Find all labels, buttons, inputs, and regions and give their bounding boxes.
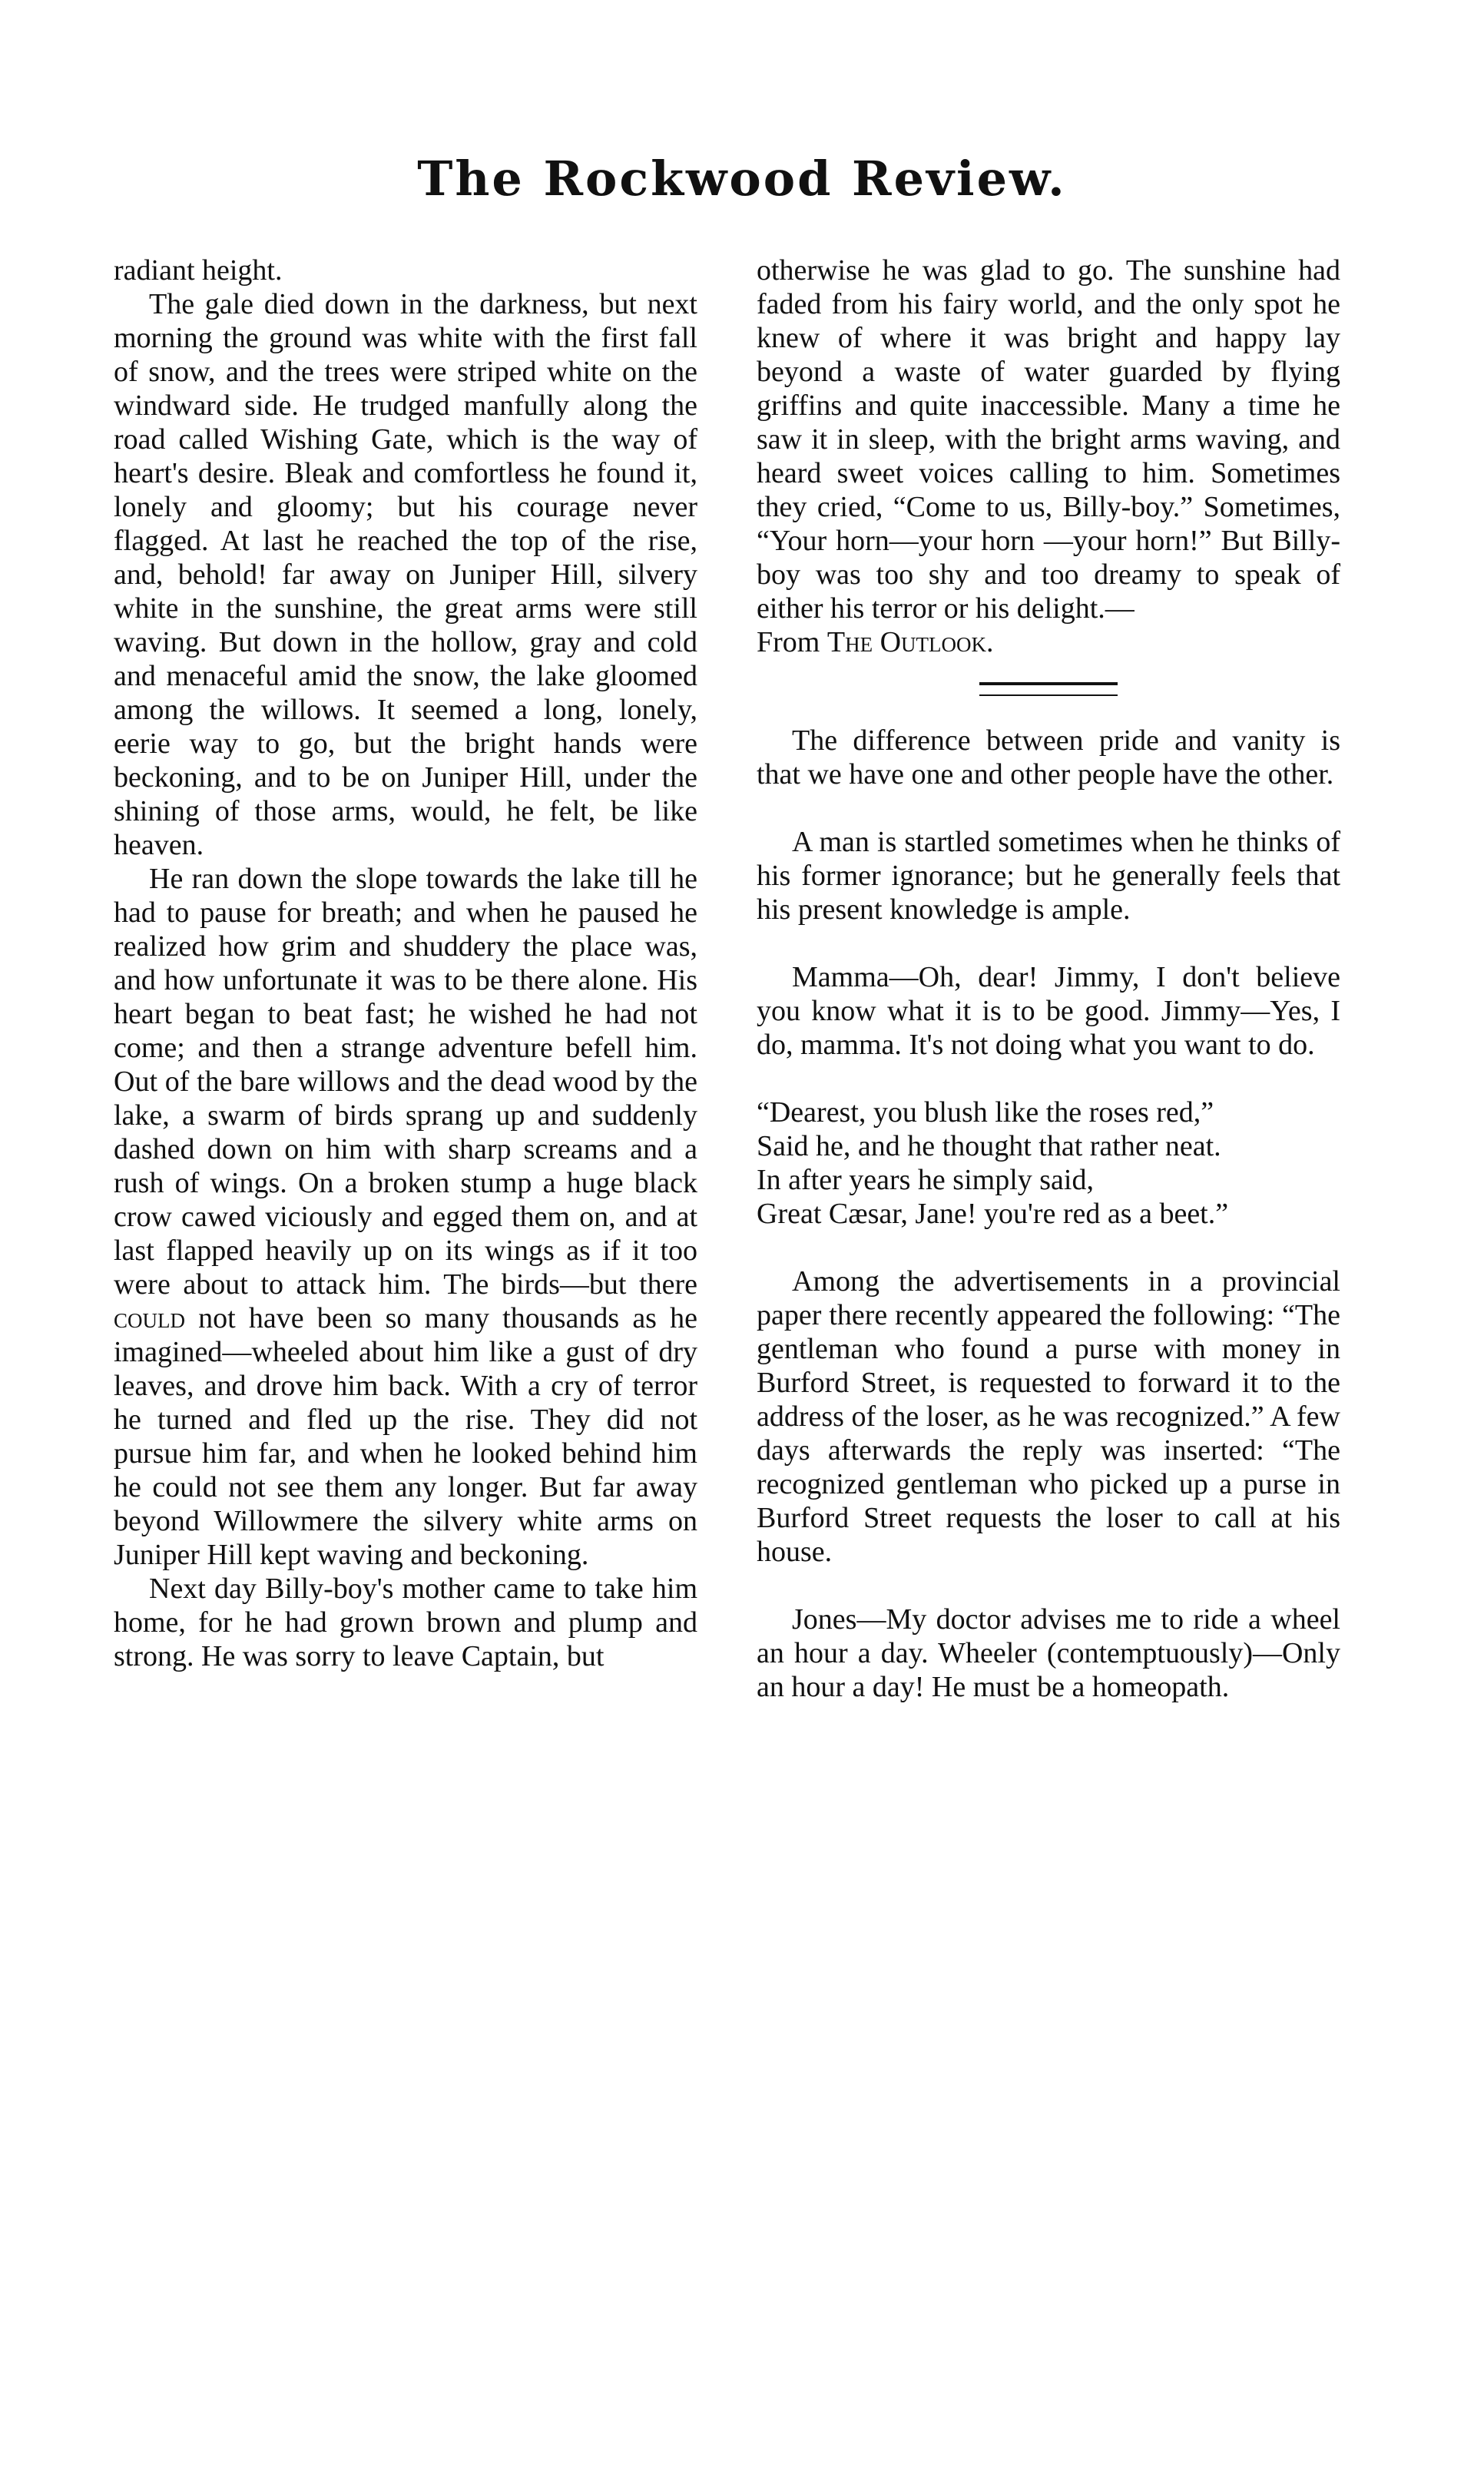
filler-ignorance: A man is startled sometimes when he thinks of his former ignorance; but he generally feels that his present knowledge is ample. [757,826,1340,926]
story-emphasis: could [114,1302,185,1334]
filler-purse: Among the advertisements in a provincial paper there recently appeared the following: “The gentleman who found a purse with money in Burford Street, is requested to forward it to the address of the loser, as he was recognized.” A few days afterwards the reply was inserted: “The recognized gentleman who picked up a purse in Burford Street requests the loser to call at his house. [757,1265,1340,1568]
source-prefix: From [757,626,827,658]
story-fragment-line: radiant height. [114,254,283,287]
filler-verse [757,1095,1340,1231]
section-divider [979,682,1118,696]
filler-pride: The difference between pride and vanity is that we have one and other people have the other. [757,724,1340,791]
story-conclusion [757,254,1340,659]
story-paragraph-home: Next day Billy-boy's mother came to take him home, for he had grown brown and plump and strong. He was sorry to leave Captain, but [114,1573,697,1672]
verse-line: In after years he simply said, [757,1164,1094,1196]
verse-line: “Dearest, you blush like the roses red,” [757,1096,1214,1129]
masthead-title: The Rockwood Review. [417,151,1067,207]
right-column [757,254,1340,1704]
left-column [114,254,697,1673]
story-paragraph-lake [114,862,697,1572]
story-text: otherwise he was glad to go. The sunshine had faded from his fairy world, and the only spot he knew of where it was bright and happy lay beyond a waste of water guarded by flying griffins and quite inaccessible. Many a time he saw it in sleep, with the bright arms waving, and heard sweet voices calling to him. Sometimes they cried, “Come to us, Billy-boy.” Sometimes, “Your horn—your horn —your horn!” But Billy-boy was too shy and too dreamy to speak of either his terror or his delight.— [757,254,1340,625]
source-name: The Outlook. [826,626,994,658]
filler-jones: Jones—My doctor advises me to ride a wheel an hour a day. Wheeler (contemptuously)—Only an hour a day! He must be a homeopath. [757,1603,1340,1703]
story-paragraph-gale: The gale died down in the darkness, but next morning the ground was white with the first fall of snow, and the trees were striped white on the windward side. He trudged manfully along the road called Wishing Gate, which is the way of heart's desire. Bleak and comfortless he found it, lonely and gloomy; but his courage never flagged. At last he reached the top of the rise, and, behold! far away on Juniper Hill, silvery white in the sunshine, the great arms were still waving. But down in the hollow, gray and cold and menaceful amid the snow, the lake gloomed among the willows. It seemed a long, lonely, eerie way to go, but the bright hands were beckoning, and to be on Juniper Hill, under the shining of those arms, would, he felt, be like heaven. [114,288,697,861]
verse-line: Great Cæsar, Jane! you're red as a beet.” [757,1198,1229,1230]
story-text: He ran down the slope towards the lake till he had to pause for breath; and when he paused he realized how grim and shuddery the place was, and how unfortunate it was to be there alone. His heart began to beat fast; he wished he had not come; and then a strange adventure befell him. Out of the bare willows and the dead wood by the lake, a swarm of birds sprang up and suddenly dashed down on him with sharp screams and a rush of wings. On a broken stump a huge black crow cawed viciously and egged them on, and at last flapped heavily up on its wings as if it too were about to attack him. The birds—but there [114,863,697,1301]
story-text: not have been so many thousands as he imagined—wheeled about him like a gust of dry leaves, and drove him back. With a cry of terror he turned and fled up the rise. They did not pursue him far, and when he looked behind him he could not see them any longer. But far away beyond Willowmere the silvery white arms on Juniper Hill kept waving and beckoning. [114,1302,697,1571]
verse-line: Said he, and he thought that rather neat. [757,1130,1221,1162]
filler-mamma: Mamma—Oh, dear! Jimmy, I don't believe you know what it is to be good. Jimmy—Yes, I do, mamma. It's not doing what you want to do. [757,961,1340,1061]
